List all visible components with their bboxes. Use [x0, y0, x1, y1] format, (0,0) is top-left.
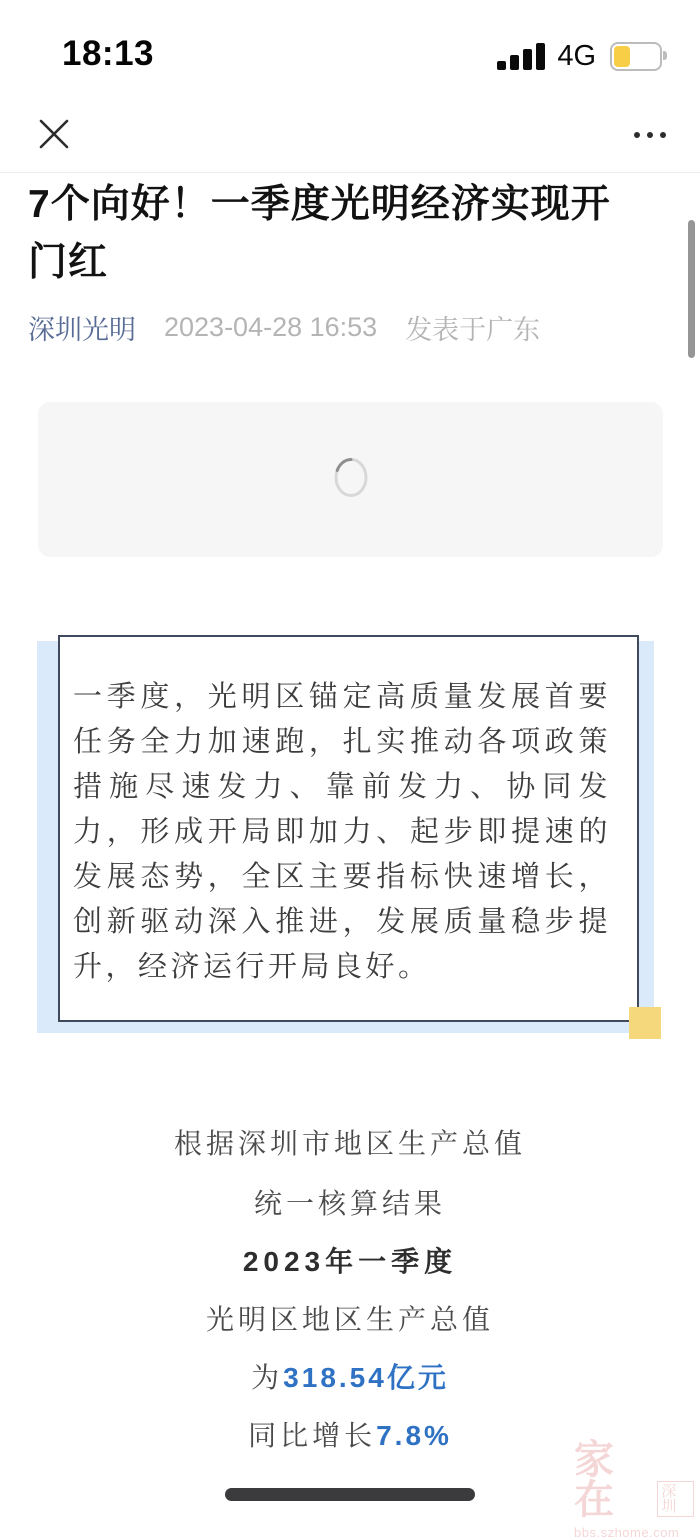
quote-box	[58, 635, 639, 1022]
quote-yellow-corner-accent	[629, 1007, 661, 1039]
stats-line-4: 光明区地区生产总值	[205, 1304, 494, 1335]
close-icon[interactable]	[36, 116, 72, 152]
quote-text: 一季度，光明区锚定高质量发展首要任务全力加速跑，扎实推动各项政策措施尽速发力、靠前发力、协同发力，形成开局即加力、起步即提速的发展态势，全区主要指标快速增长，创新驱动深入推进，发展质量稳步提升，经济运行开局良好。	[73, 681, 611, 983]
stats-line-5-prefix: 为	[251, 1362, 284, 1393]
network-type-label: 4G	[557, 40, 596, 72]
battery-nub	[663, 51, 667, 60]
signal-strength-icon	[497, 43, 545, 70]
stats-line-2: 统一核算结果	[253, 1188, 446, 1219]
status-time: 18:13	[62, 34, 155, 73]
article-title: 7个向好！一季度光明经济实现开门红	[28, 183, 611, 284]
watermark-sub: 深圳	[657, 1481, 694, 1517]
watermark-url: bbs.szhome.com	[574, 1525, 680, 1540]
battery-icon	[610, 42, 662, 71]
article-byline	[28, 308, 540, 347]
status-bar	[0, 0, 700, 100]
stats-line-3: 2023年一季度	[242, 1246, 458, 1277]
gdp-value: 318.54亿元	[283, 1362, 449, 1393]
publish-date: 2023-04-28 16:53	[164, 312, 378, 342]
status-bar-right	[497, 40, 662, 73]
home-indicator[interactable]	[225, 1488, 475, 1501]
scrollbar-thumb[interactable]	[688, 220, 695, 358]
nav-bar	[0, 100, 700, 173]
site-watermark	[574, 1440, 694, 1539]
watermark-main: 家在	[574, 1438, 616, 1522]
stats-line-1: 根据深圳市地区生产总值	[173, 1128, 526, 1159]
stats-line-5	[0, 1356, 700, 1396]
loading-spinner-icon	[331, 454, 371, 505]
author-link[interactable]: 深圳光明	[28, 315, 136, 345]
more-options-icon[interactable]	[634, 120, 666, 150]
publish-location: 发表于广东	[405, 315, 541, 345]
image-loading-placeholder	[38, 402, 663, 557]
battery-fill	[614, 46, 630, 67]
stats-line-6-prefix: 同比增长	[248, 1420, 377, 1451]
growth-rate-value: 7.8%	[376, 1420, 452, 1451]
